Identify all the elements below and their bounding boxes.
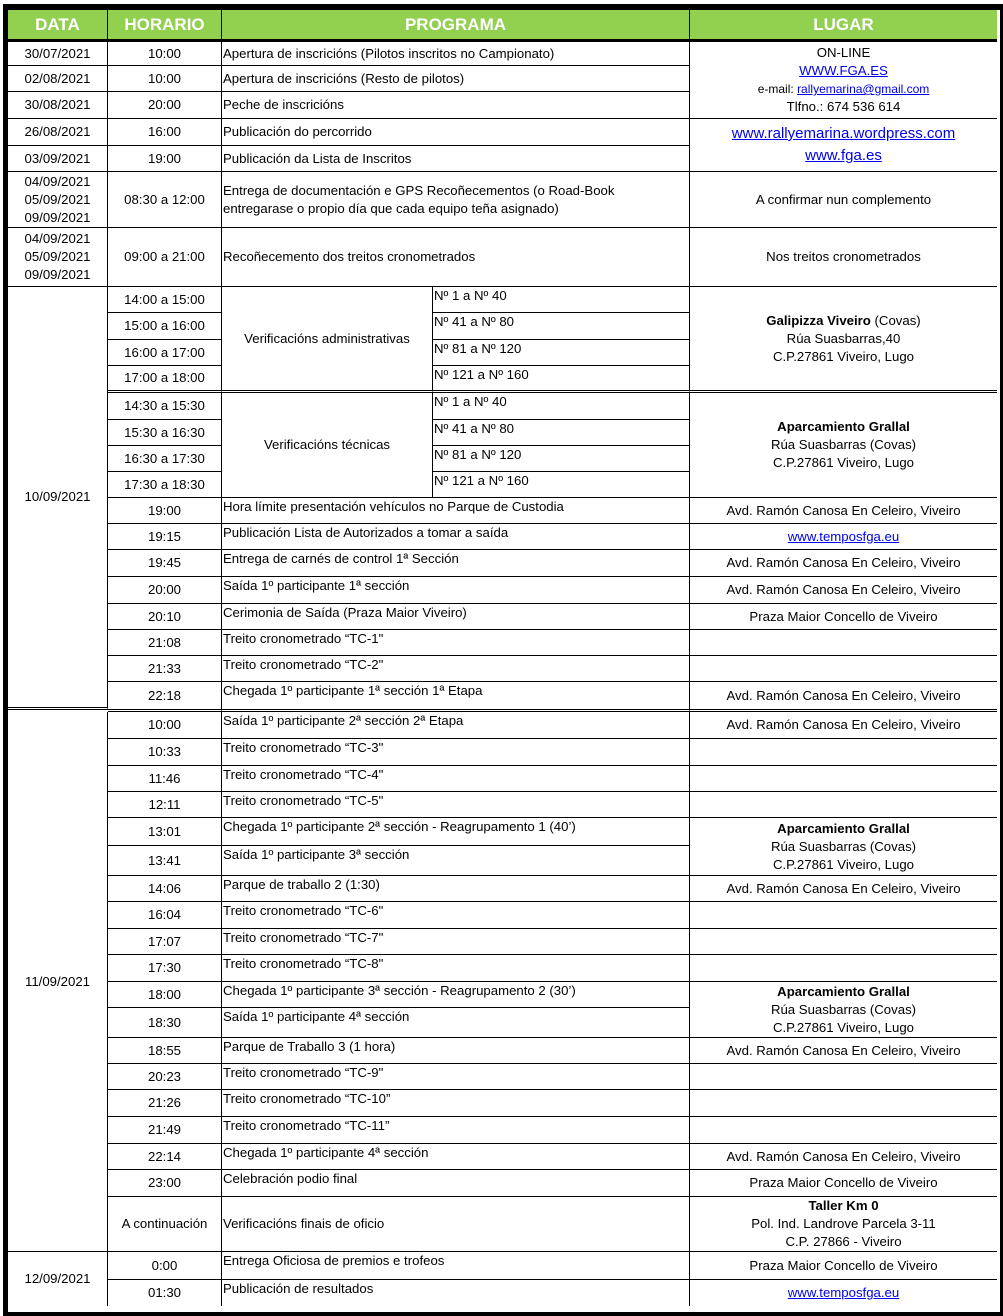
place-tech-line2: Rúa Suasbarras (Covas): [770, 437, 917, 452]
place-cell: [690, 955, 997, 982]
time-cell: 17:30: [108, 955, 222, 982]
email-line: [758, 80, 930, 98]
range-cell: Nº 121 a Nº 160: [433, 366, 690, 393]
time-cell: 15:30 a 16:30: [108, 420, 222, 446]
place-text: Avd. Ramón Canosa En Celeiro, Viveiro: [726, 1042, 961, 1058]
program-cell: Treito cronometrado “TC-11”: [222, 1117, 690, 1144]
place-final-verification: [690, 1197, 997, 1252]
fga-es-link[interactable]: www.fga.es: [805, 147, 882, 164]
program-cell: Saída 1º participante 1ª sección: [222, 577, 690, 604]
place-cell: [690, 792, 997, 818]
place-cell: [690, 929, 997, 955]
program-cell: Treito cronometrado “TC-7": [222, 929, 690, 955]
date-line: 05/09/2021: [24, 249, 91, 264]
place-cell: [690, 498, 997, 524]
time-cell: A continuación: [108, 1197, 222, 1252]
rallyemarina-link[interactable]: www.rallyemarina.wordpress.com: [731, 125, 956, 142]
temposfga-link[interactable]: www.temposfga.eu: [787, 528, 900, 544]
program-cell: [222, 172, 690, 228]
email-link[interactable]: rallyemarina@gmail.com: [797, 82, 930, 96]
place-cell: [690, 1064, 997, 1090]
place-tech-name: Aparcamiento Grallal: [777, 419, 910, 434]
time-cell: 19:15: [108, 524, 222, 550]
time-cell: 13:41: [108, 846, 222, 876]
header-programa: PROGRAMA: [222, 10, 690, 42]
program-cell: Chegada 1º participante 2ª sección - Reagrupamento 1 (40’): [222, 818, 690, 846]
program-cell: Publicación de resultados: [222, 1280, 690, 1306]
date-cell: [8, 228, 108, 287]
program-cell: Chegada 1º participante 1ª sección 1ª Etapa: [222, 682, 690, 712]
place-cell: [690, 766, 997, 792]
place-regroup-line2: Rúa Suasbarras (Covas): [770, 838, 917, 854]
range-cell: Nº 121 a Nº 160: [433, 472, 690, 498]
range-cell: Nº 81 a Nº 120: [433, 340, 690, 366]
time-cell: 12:11: [108, 792, 222, 818]
place-regroup-stack: [771, 983, 916, 1037]
time-cell: 01:30: [108, 1280, 222, 1306]
place-cell: [690, 604, 997, 630]
time-cell: 10:33: [108, 739, 222, 766]
program-cell: Treito cronometrado “TC-8": [222, 955, 690, 982]
place-text: Praza Maior Concello de Viveiro: [749, 1257, 938, 1273]
program-cell: Saída 1º participante 4ª sección: [222, 1008, 690, 1038]
place-tech-line3: C.P.27861 Viveiro, Lugo: [772, 455, 915, 470]
time-cell: 11:46: [108, 766, 222, 792]
program-line: entregarase o propio día que cada equipo teña asignado): [223, 200, 559, 216]
date-cell: 30/08/2021: [8, 92, 108, 119]
place-tech: [690, 393, 997, 498]
place-online: [690, 42, 997, 119]
date-cell-10-09: 10/09/2021: [8, 287, 108, 710]
time-cell: 20:00: [108, 92, 222, 119]
place-text: Avd. Ramón Canosa En Celeiro, Viveiro: [726, 687, 961, 703]
program-cell: Celebración podio final: [222, 1170, 690, 1197]
date-cell-12-09: 12/09/2021: [8, 1252, 108, 1306]
place-cell: [690, 550, 997, 577]
place-cell: A confirmar nun complemento: [690, 172, 997, 228]
program-cell: Treito cronometrado “TC-10”: [222, 1090, 690, 1117]
place-text: Praza Maior Concello de Viveiro: [749, 1175, 938, 1190]
time-cell: 18:00: [108, 982, 222, 1008]
place-cell: [690, 1144, 997, 1170]
program-cell: Publicación Lista de Autorizados a tomar a saída: [222, 524, 690, 550]
program-lines: [223, 182, 614, 218]
time-cell: 14:30 a 15:30: [108, 393, 222, 420]
time-cell: 08:30 a 12:00: [108, 172, 222, 228]
place-text: Avd. Ramón Canosa En Celeiro, Viveiro: [726, 555, 961, 570]
program-cell: Treito cronometrado “TC-3": [222, 739, 690, 766]
date-line: 05/09/2021: [24, 191, 91, 207]
range-cell: Nº 41 a Nº 80: [433, 420, 690, 446]
date-line: 09/09/2021: [24, 209, 91, 225]
online-label: ON-LINE: [816, 45, 871, 60]
place-admin-name: Galipizza Viveiro: [766, 312, 871, 328]
program-cell: Treito cronometrado “TC-2": [222, 656, 690, 682]
place-cell: [690, 1117, 997, 1144]
program-cell: Entrega Oficiosa de premios e trofeos: [222, 1252, 690, 1280]
time-cell: 14:00 a 15:00: [108, 287, 222, 313]
admin-verification-label: Verificacións administrativas: [222, 287, 433, 393]
time-cell: 15:00 a 16:00: [108, 313, 222, 340]
header-horario: HORARIO: [108, 10, 222, 42]
place-text: Avd. Ramón Canosa En Celeiro, Viveiro: [726, 880, 961, 896]
time-cell: 21:08: [108, 630, 222, 656]
program-cell: Chegada 1º participante 4ª sección: [222, 1144, 690, 1170]
place-text: Praza Maior Concello de Viveiro: [749, 608, 938, 624]
place-text: Avd. Ramón Canosa En Celeiro, Viveiro: [726, 502, 961, 518]
place-text: Avd. Ramón Canosa En Celeiro, Viveiro: [726, 582, 961, 597]
program-cell: Apertura de inscricións (Pilotos inscritos no Campionato): [222, 42, 690, 66]
place-cell: [690, 876, 997, 902]
place-cell: [690, 524, 997, 550]
place-cell: [690, 577, 997, 604]
date-cell: 26/08/2021: [8, 119, 108, 146]
date-cell: 02/08/2021: [8, 66, 108, 92]
place-cell: [690, 902, 997, 929]
time-cell: 20:23: [108, 1064, 222, 1090]
place-text: Avd. Ramón Canosa En Celeiro, Viveiro: [726, 1148, 961, 1164]
header-lugar: LUGAR: [690, 10, 997, 42]
place-admin-line1: [766, 312, 920, 330]
program-cell: Apertura de inscricións (Resto de pilotos): [222, 66, 690, 92]
place-admin: [690, 287, 997, 393]
place-regroup: [690, 818, 997, 876]
time-cell: 19:45: [108, 550, 222, 577]
place-regroup-line3: C.P.27861 Viveiro, Lugo: [772, 856, 915, 872]
time-cell: 17:30 a 18:30: [108, 472, 222, 498]
place-admin-stack: [766, 312, 920, 366]
place-admin-line3: C.P.27861 Viveiro, Lugo: [772, 348, 915, 364]
place-admin-line2: Rúa Suasbarras,40: [786, 330, 901, 346]
program-cell: Recoñecemento dos treitos cronometrados: [222, 228, 690, 287]
place-cell: [690, 1090, 997, 1117]
program-cell: Publicación do percorrido: [222, 119, 690, 146]
date-stack: [24, 173, 90, 227]
place-cell: [690, 712, 997, 739]
program-cell: Treito cronometrado “TC-4": [222, 766, 690, 792]
header-data: DATA: [8, 10, 108, 42]
program-cell: Treito cronometrado “TC-6": [222, 902, 690, 929]
place-cell: Nos treitos cronometrados: [690, 228, 997, 287]
place-cell: [690, 656, 997, 682]
place-cell: [690, 739, 997, 766]
date-cell: 30/07/2021: [8, 42, 108, 66]
phone-line: Tlfno.: 674 536 614: [786, 99, 901, 114]
time-cell: 22:14: [108, 1144, 222, 1170]
program-cell: Chegada 1º participante 3ª sección - Reagrupamento 2 (30’): [222, 982, 690, 1008]
date-stack: [24, 230, 90, 284]
time-cell: 10:00: [108, 42, 222, 66]
program-cell: Treito cronometrado “TC-5": [222, 792, 690, 818]
time-cell: 19:00: [108, 498, 222, 524]
program-cell: Parque de Traballo 3 (1 hora): [222, 1038, 690, 1064]
email-label: e-mail:: [757, 82, 798, 96]
place-cell: [690, 630, 997, 656]
program-cell: Saída 1º participante 2ª sección 2ª Etapa: [222, 712, 690, 739]
time-cell: 21:49: [108, 1117, 222, 1144]
program-cell: Parque de traballo 2 (1:30): [222, 876, 690, 902]
place-cell: [690, 1038, 997, 1064]
time-cell: 13:01: [108, 818, 222, 846]
place-cell: [690, 1280, 997, 1306]
program-cell: Saída 1º participante 3ª sección: [222, 846, 690, 876]
date-line: 04/09/2021: [24, 173, 91, 189]
time-cell: 21:33: [108, 656, 222, 682]
date-cell: 03/09/2021: [8, 146, 108, 172]
time-cell: 21:26: [108, 1090, 222, 1117]
place-regroup-line2: Rúa Suasbarras (Covas): [770, 1001, 917, 1017]
range-cell: Nº 1 a Nº 40: [433, 393, 690, 420]
place-final-line2: Pol. Ind. Landrove Parcela 3-11: [751, 1216, 936, 1231]
time-cell: 19:00: [108, 146, 222, 172]
program-cell: Treito cronometrado “TC-9": [222, 1064, 690, 1090]
time-cell: 23:00: [108, 1170, 222, 1197]
program-cell: Treito cronometrado “TC-1": [222, 630, 690, 656]
program-cell: Verificacións finais de oficio: [222, 1197, 690, 1252]
place-text: Avd. Ramón Canosa En Celeiro, Viveiro: [726, 717, 961, 732]
program-cell: Peche de inscricións: [222, 92, 690, 119]
program-cell: Cerimonia de Saída (Praza Maior Viveiro): [222, 604, 690, 630]
range-cell: Nº 81 a Nº 120: [433, 446, 690, 472]
place-tech-stack: [771, 418, 916, 472]
place-regroup-name: Aparcamiento Grallal: [777, 820, 910, 836]
tech-verification-label: Verificacións técnicas: [222, 393, 433, 498]
program-cell: Entrega de carnés de control 1ª Sección: [222, 550, 690, 577]
time-cell: 18:30: [108, 1008, 222, 1038]
time-cell: 20:00: [108, 577, 222, 604]
place-cell: [690, 1170, 997, 1197]
temposfga-link[interactable]: www.temposfga.eu: [787, 1285, 900, 1300]
place-online-stack: [758, 44, 930, 116]
place-regroup-name: Aparcamiento Grallal: [777, 983, 910, 999]
time-cell: 22:18: [108, 682, 222, 712]
date-cell-11-09: 11/09/2021: [8, 712, 108, 1252]
time-cell: 18:55: [108, 1038, 222, 1064]
time-cell: 16:04: [108, 902, 222, 929]
program-cell: Hora límite presentación vehículos no Parque de Custodia: [222, 498, 690, 524]
time-cell: 10:00: [108, 712, 222, 739]
place-final-line3: C.P. 27866 - Viveiro: [785, 1234, 902, 1249]
place-regroup-stack: [771, 820, 916, 874]
time-cell: 17:00 a 18:00: [108, 366, 222, 393]
time-cell: 17:07: [108, 929, 222, 955]
place-regroup-line3: C.P.27861 Viveiro, Lugo: [772, 1019, 915, 1035]
time-cell: 16:30 a 17:30: [108, 446, 222, 472]
program-line: Entrega de documentación e GPS Recoñecementos (o Road-Book: [223, 182, 615, 198]
time-cell: 10:00: [108, 66, 222, 92]
time-cell: 16:00: [108, 119, 222, 146]
time-cell: 16:00 a 17:00: [108, 340, 222, 366]
place-final-stack: [751, 1197, 936, 1251]
time-cell: 0:00: [108, 1252, 222, 1280]
place-admin-suffix: (Covas): [870, 312, 921, 328]
range-cell: Nº 41 a Nº 80: [433, 313, 690, 340]
fga-link[interactable]: WWW.FGA.ES: [799, 63, 888, 78]
program-cell: Publicación da Lista de Inscritos: [222, 146, 690, 172]
time-cell: 09:00 a 21:00: [108, 228, 222, 287]
place-regroup: [690, 982, 997, 1038]
place-publication-stack: [732, 123, 955, 167]
place-publication: [690, 119, 997, 172]
place-cell: [690, 682, 997, 712]
date-line: 04/09/2021: [24, 231, 91, 246]
place-cell: [690, 1252, 997, 1280]
date-cell: [8, 172, 108, 228]
time-cell: 14:06: [108, 876, 222, 902]
range-cell: Nº 1 a Nº 40: [433, 287, 690, 313]
date-line: 09/09/2021: [24, 267, 91, 282]
place-final-name: Taller Km 0: [808, 1198, 879, 1213]
time-cell: 20:10: [108, 604, 222, 630]
